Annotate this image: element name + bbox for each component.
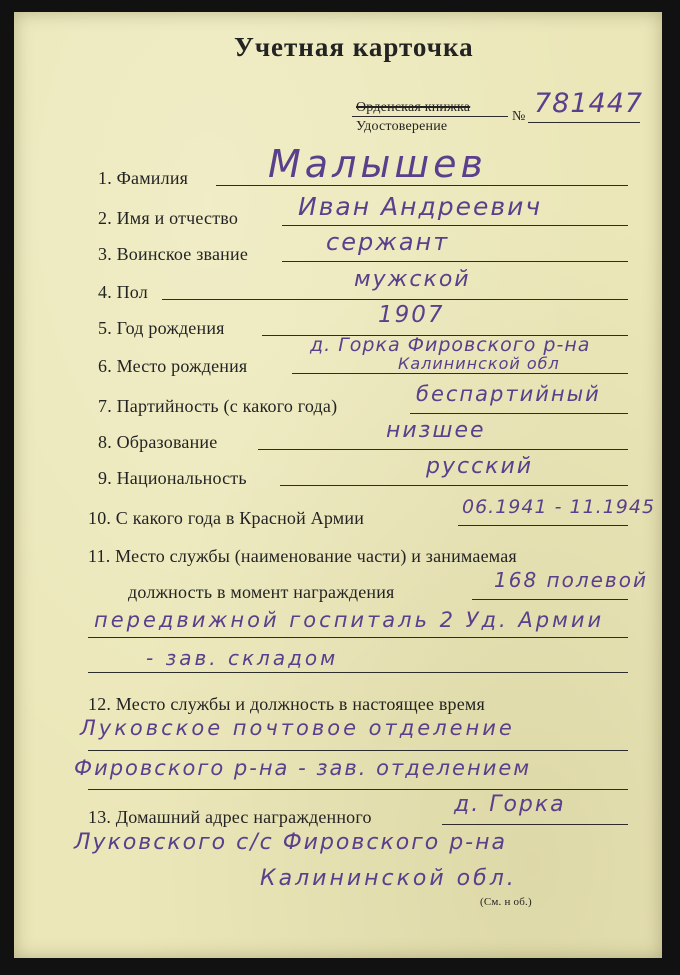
field-birthplace-value-line2: Калининской обл (398, 354, 560, 373)
field-home-address-label: 13. Домашний адрес награжденного (88, 807, 372, 827)
field-education-label: 8. Образование (98, 432, 218, 452)
field-sex-label: 4. Пол (98, 282, 148, 302)
field-current-service-value-line2: Фировского р-на - зав. отделением (74, 756, 532, 780)
field-sex-value: мужской (354, 267, 471, 292)
field-home-address-value-line1: д. Горка (454, 792, 566, 817)
field-service-line3 (88, 672, 628, 673)
field-party-label: 7. Партийность (с какого года) (98, 396, 338, 416)
field-home-address-value-line2: Луковского с/с Фировского р-на (74, 830, 507, 855)
field-name-label: 2. Имя и отчество (98, 208, 239, 228)
field-birthplace-line (292, 373, 628, 374)
field-current-service-value-line1: Луковское почтовое отделение (80, 716, 515, 740)
footnote: (См. н об.) (480, 896, 532, 908)
field-nationality-value: русский (426, 454, 534, 479)
field-service-value-line2: передвижной госпиталь 2 Уд. Армии (94, 608, 605, 632)
field-education-line (258, 449, 628, 450)
field-birthplace-label: 6. Место рождения (98, 356, 248, 376)
field-rank-line (282, 261, 628, 262)
field-service-line2 (88, 637, 628, 638)
field-current-service-label: 12. Место службы и должность в настоящее время (88, 694, 485, 714)
record-card (14, 12, 662, 958)
doc-type-struck-option: Орденская книжка (356, 100, 471, 115)
number-sign: № (512, 109, 526, 124)
field-home-address-value-line3: Калининской обл. (260, 866, 517, 891)
number-line (528, 122, 640, 123)
field-nationality-line (280, 485, 628, 486)
field-current-service-line2 (88, 789, 628, 790)
field-service-value-line3: - зав. складом (146, 646, 339, 670)
field-sex-line (162, 299, 628, 300)
field-surname-value: Малышев (268, 142, 487, 186)
field-birth-year-value: 1907 (378, 302, 445, 328)
field-party-value: беспартийный (416, 382, 601, 406)
field-army-since-label: 10. С какого года в Красной Армии (88, 508, 365, 528)
field-name-value: Иван Андреевич (298, 192, 543, 221)
field-service-line1 (472, 599, 628, 600)
doc-type-option: Удостоверение (356, 119, 448, 134)
field-service-value-line1: 168 полевой (494, 568, 648, 592)
field-birthplace-value-line1: д. Горка Фировского р-на (310, 334, 591, 356)
card-title: Учетная карточка (234, 32, 474, 62)
field-education-value: низшее (386, 418, 486, 443)
field-service-label-line1: 11. Место службы (наименование части) и занимаемая (88, 546, 517, 566)
field-army-since-line (458, 525, 628, 526)
field-name-line (282, 225, 628, 226)
field-party-line (410, 413, 628, 414)
field-home-address-line (442, 824, 628, 825)
field-current-service-line1 (88, 750, 628, 751)
field-army-since-value: 06.1941 - 11.1945 (462, 496, 656, 518)
field-nationality-label: 9. Национальность (98, 468, 247, 488)
field-surname-label: 1. Фамилия (98, 168, 189, 188)
field-rank-label: 3. Воинское звание (98, 244, 249, 264)
doc-type-line (352, 116, 508, 117)
field-birth-year-label: 5. Год рождения (98, 318, 225, 338)
field-rank-value: сержант (326, 228, 450, 256)
card-number: 781447 (534, 88, 644, 119)
field-service-label-line2: должность в момент награждения (128, 582, 395, 602)
